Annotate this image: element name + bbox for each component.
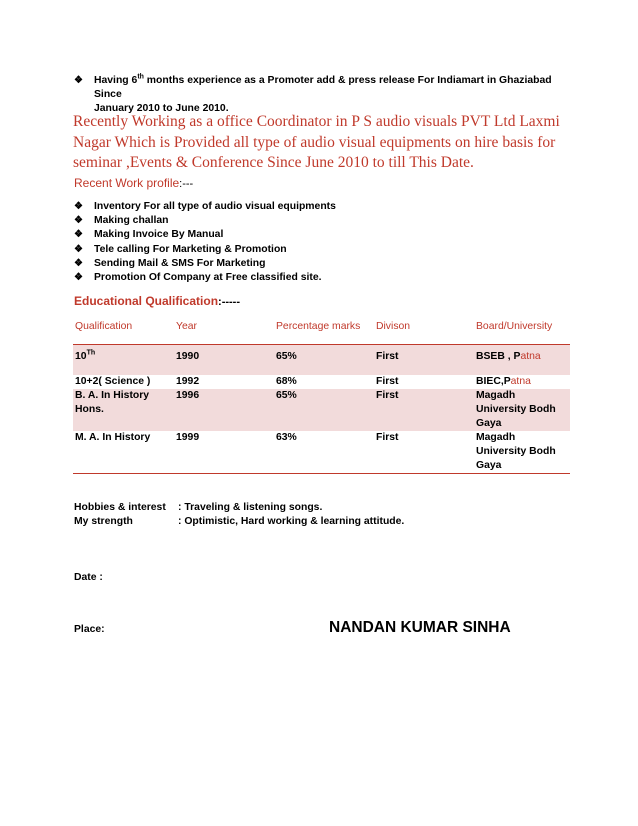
cell-text: BIEC,P: [476, 376, 511, 387]
work-item-text: Tele calling For Marketing & Promotion: [94, 243, 287, 255]
recent-work-heading: [74, 176, 193, 190]
recent-work-suffix: :---: [179, 178, 194, 190]
list-item: [74, 228, 336, 242]
cell-division: First: [376, 390, 399, 401]
table-header-row: [73, 314, 570, 345]
cell-board: [476, 375, 570, 389]
cell-division: First: [376, 351, 399, 362]
cell-qualification: [73, 389, 176, 431]
cell-text: Gaya: [476, 418, 502, 429]
list-item: [74, 257, 336, 271]
cell-text: Magadh: [476, 390, 516, 401]
header-year: Year: [176, 321, 197, 332]
cell-text: B. A. In History: [75, 390, 150, 401]
date-label: Date :: [74, 572, 103, 583]
experience-line1-rest: months experience as a Promoter add & press release For Indiamart in Ghaziabad Since: [94, 75, 552, 100]
cell-qualification: M. A. In History: [75, 432, 151, 443]
diamond-bullet-icon: ❖: [74, 75, 83, 86]
diamond-bullet-icon: ❖: [74, 243, 83, 255]
header-board: Board/University: [476, 321, 553, 332]
list-item: [74, 271, 336, 285]
cell-text: BSEB , P: [476, 351, 521, 362]
work-item-text: Sending Mail & SMS For Marketing: [94, 257, 266, 269]
diamond-bullet-icon: ❖: [74, 257, 83, 269]
work-item-text: Making challan: [94, 215, 169, 227]
cell-board: [476, 351, 570, 375]
header-qualification: Qualification: [75, 321, 133, 332]
table-row: [73, 345, 570, 375]
list-item: [74, 214, 336, 228]
list-item: [74, 243, 336, 257]
cell-text: Hons.: [75, 404, 104, 415]
cell-text: 10: [75, 351, 87, 362]
cell-year: 1990: [176, 351, 200, 362]
header-percentage: Percentage marks: [276, 321, 361, 332]
education-table: [73, 314, 570, 474]
cell-board: [476, 431, 570, 473]
cell-year: 1996: [176, 390, 200, 401]
hobbies-label: Hobbies & interest: [74, 502, 166, 513]
cell-text: University Bodh: [476, 446, 556, 457]
cell-year: 1992: [176, 376, 200, 387]
cell-percentage: 65%: [276, 390, 297, 401]
cell-division: First: [376, 376, 399, 387]
table-row: [73, 375, 570, 389]
work-item-text: Inventory For all type of audio visual equipments: [94, 201, 336, 212]
cell-percentage: 65%: [276, 351, 297, 362]
strength-label: My strength: [74, 516, 133, 527]
strength-value: : Optimistic, Hard working & learning attitude.: [178, 516, 405, 527]
hobbies-value: : Traveling & listening songs.: [178, 502, 323, 513]
cell-qualification: [73, 351, 176, 375]
diamond-bullet-icon: ❖: [74, 229, 83, 241]
current-line3: seminar ,Events & Conference Since June 2010 to till This Date.: [73, 154, 474, 171]
header-division: Divison: [376, 321, 411, 332]
experience-text: [94, 74, 574, 116]
recent-work-title: Recent Work profile: [74, 176, 180, 190]
recent-work-list: [74, 200, 336, 285]
education-suffix: :-----: [218, 296, 241, 308]
table-row: [73, 431, 570, 474]
work-item-text: Making Invoice By Manual: [94, 229, 224, 241]
cell-percentage: 68%: [276, 376, 297, 387]
experience-line2: January 2010 to June 2010.: [94, 103, 229, 114]
cell-division: First: [376, 432, 399, 443]
education-heading: [74, 294, 240, 308]
strength-row: [74, 516, 404, 527]
cell-text: Gaya: [476, 460, 502, 471]
cell-text: University Bodh: [476, 404, 556, 415]
experience-sup: th: [137, 73, 144, 81]
experience-item: [74, 74, 574, 116]
diamond-bullet-icon: ❖: [74, 215, 83, 227]
cell-percentage: 63%: [276, 432, 297, 443]
cell-sup: Th: [86, 349, 96, 357]
cell-qualification: 10+2( Science ): [75, 376, 151, 387]
list-item: [74, 200, 336, 214]
place-label: Place:: [74, 624, 105, 635]
work-item-text: Promotion Of Company at Free classified site.: [94, 271, 322, 283]
cell-text: atna: [520, 351, 541, 362]
education-title: Educational Qualification: [74, 294, 219, 308]
cell-text: Magadh: [476, 432, 516, 443]
table-row: [73, 389, 570, 431]
diamond-bullet-icon: ❖: [74, 271, 83, 283]
cell-text: atna: [510, 376, 531, 387]
signature-name: NANDAN KUMAR SINHA: [329, 619, 511, 636]
cell-year: 1999: [176, 432, 200, 443]
cell-board: [476, 389, 570, 431]
current-line1: Recently Working as a office Coordinator in P S audio visuals PVT Ltd Laxmi: [73, 113, 560, 130]
current-role-paragraph: [73, 112, 573, 174]
hobbies-row: [74, 502, 322, 513]
experience-line1: Having 6: [94, 75, 138, 86]
diamond-bullet-icon: ❖: [74, 201, 83, 212]
current-line2: Nagar Which is Provided all type of audio visual equipments on hire basis for: [73, 133, 556, 151]
